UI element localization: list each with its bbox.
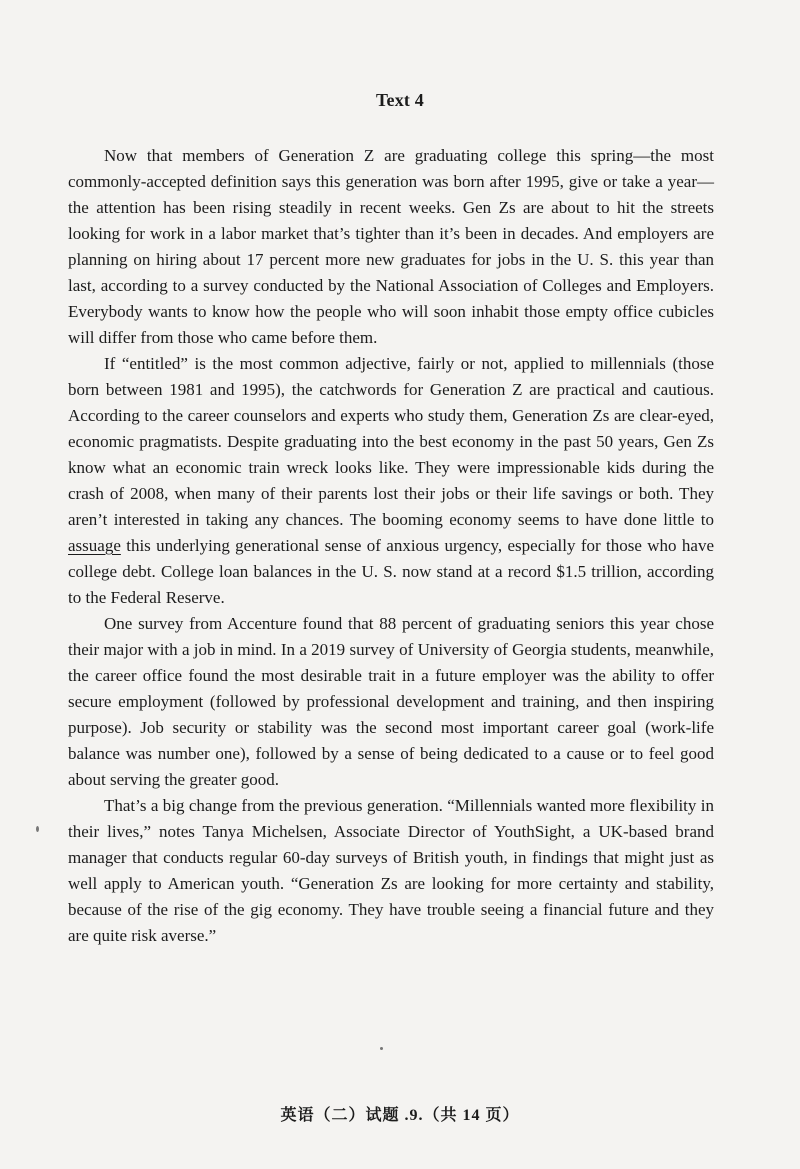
scan-speck [36, 826, 39, 832]
paragraph-2 [68, 351, 714, 611]
paragraph-2-part-2: this underlying generational sense of anxious urgency, especially for those who have college debt. College loan balances in the U. S. now stand at a record $1.5 trillion, according to the Federal Reserve. [68, 536, 714, 607]
page-title: Text 4 [375, 90, 425, 110]
underlined-word: assuage [68, 536, 121, 555]
paragraph-2-part-1: If “entitled” is the most common adjective, fairly or not, applied to millennials (those born between 1981 and 1995), the catchwords for Generation Z are practical and cautious. According to the career counselors and experts who study them, Generation Zs are clear-eyed, economic pragmatists. Despite graduating into the best economy in the past 50 years, Gen Zs know what an economic train wreck looks like. They were impressionable kids during the crash of 2008, when many of their parents lost their jobs or their life savings or both. They aren’t interested in taking any chances. The booming economy seems to have done little to [68, 354, 714, 529]
paragraph-4: That’s a big change from the previous generation. “Millennials wanted more flexibility in their lives,” notes Tanya Michelsen, Associate Director of YouthSight, a UK-based brand manager that conducts regular 60-day surveys of British youth, in findings that might just as well apply to American youth. “Generation Zs are looking for more certainty and stability, because of the rise of the gig economy. They have trouble seeing a financial future and they are quite risk averse.” [68, 796, 714, 945]
passage [68, 143, 714, 949]
paragraph-3: One survey from Accenture found that 88 percent of graduating seniors this year chose their major with a job in mind. In a 2019 survey of University of Georgia students, meanwhile, the career office found the most desirable trait in a future employer was the ability to offer secure employment (followed by professional development and training, and then inspiring purpose). Job security or stability was the second most important career goal (work-life balance was number one), followed by a sense of being dedicated to a cause or to feel good about serving the greater good. [68, 614, 714, 789]
scan-speck [380, 1047, 383, 1050]
page-footer: 英语（二）试题 .9.（共 14 页） [280, 1107, 520, 1124]
paragraph-1: Now that members of Generation Z are graduating college this spring—the most commonly-accepted definition says this generation was born after 1995, give or take a year—the attention has been rising steadily in recent weeks. Gen Zs are about to hit the streets looking for work in a labor market that’s tighter than it’s been in decades. And employers are planning on hiring about 17 percent more new graduates for jobs in the U. S. this year than last, according to a survey conducted by the National Association of Colleges and Employers. Everybody wants to know how the people who will soon inhabit those empty office cubicles will differ from those who came before them. [68, 146, 714, 347]
